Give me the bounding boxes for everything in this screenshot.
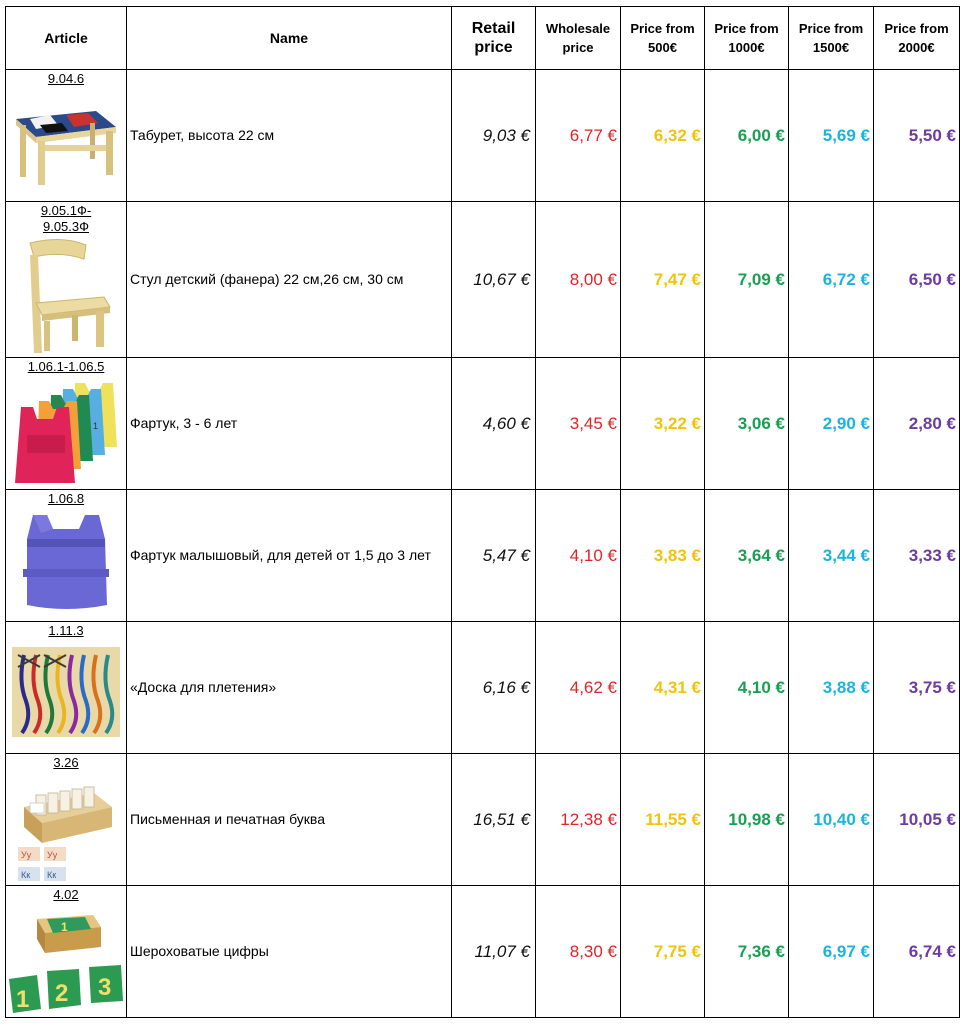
article-code[interactable]: 9.05.1Ф- 9.05.3Ф — [40, 203, 92, 234]
header-row — [6, 7, 960, 70]
table-row — [6, 70, 960, 202]
letter-card-1: Уу — [21, 850, 32, 860]
item-name: Фартук, 3 - 6 лет — [127, 358, 452, 490]
wholesale-price: 6,77 € — [536, 70, 621, 202]
table-row — [6, 622, 960, 754]
article-cell — [6, 622, 127, 754]
header-p1000-line2: 1000€ — [728, 40, 765, 55]
price-from-2000: 6,74 € — [874, 886, 960, 1018]
price-from-2000: 2,80 € — [874, 358, 960, 490]
price-from-1500: 2,90 € — [789, 358, 874, 490]
header-p2000-line1: Price from — [884, 21, 949, 36]
retail-price: 4,60 € — [452, 358, 536, 490]
retail-price: 10,67 € — [452, 202, 536, 358]
article-cell — [6, 754, 127, 886]
article-cell — [6, 70, 127, 202]
header-wholesale-line2: price — [562, 40, 594, 55]
article-cell — [6, 490, 127, 622]
retail-price: 11,07 € — [452, 886, 536, 1018]
header-p1500-line1: Price from — [798, 21, 864, 36]
table-row — [6, 754, 960, 886]
wholesale-price: 8,30 € — [536, 886, 621, 1018]
price-from-1000: 10,98 € — [705, 754, 789, 886]
letter-box-icon — [16, 773, 116, 885]
price-from-500: 7,75 € — [621, 886, 705, 1018]
header-p500-line2: 500€ — [648, 40, 677, 55]
retail-price: 5,47 € — [452, 490, 536, 622]
price-from-1500: 5,69 € — [789, 70, 874, 202]
price-from-1000: 3,06 € — [705, 358, 789, 490]
box-number-card: 1 — [61, 920, 68, 934]
header-price-500 — [621, 7, 705, 70]
table-row — [6, 490, 960, 622]
wholesale-price: 3,45 € — [536, 358, 621, 490]
item-name: Шероховатые цифры — [127, 886, 452, 1018]
article-code[interactable]: 9.04.6 — [47, 71, 85, 86]
table-row — [6, 886, 960, 1018]
number-card-1: 1 — [16, 986, 30, 1013]
price-from-500: 3,83 € — [621, 490, 705, 622]
price-from-2000: 3,75 € — [874, 622, 960, 754]
price-from-1000: 3,64 € — [705, 490, 789, 622]
header-retail-line2: price — [474, 39, 513, 56]
price-from-1000: 6,00 € — [705, 70, 789, 202]
article-code[interactable]: 1.06.8 — [47, 491, 85, 506]
article-code[interactable]: 1.11.3 — [48, 623, 84, 638]
price-from-1500: 10,40 € — [789, 754, 874, 886]
retail-price: 9,03 € — [452, 70, 536, 202]
sandpaper-numbers-icon — [7, 905, 125, 1015]
wholesale-price: 4,10 € — [536, 490, 621, 622]
header-p1500-line2: 1500€ — [812, 40, 850, 55]
article-code[interactable]: 4.02 — [53, 887, 79, 902]
retail-price: 6,16 € — [452, 622, 536, 754]
letter-card-3: Кк — [21, 870, 31, 880]
header-name: Name — [127, 7, 452, 70]
price-from-2000: 10,05 € — [874, 754, 960, 886]
item-name: Фартук малышовый, для детей от 1,5 до 3 лет — [127, 490, 452, 622]
wholesale-price: 12,38 € — [536, 754, 621, 886]
price-from-1500: 6,97 € — [789, 886, 874, 1018]
price-from-2000: 6,50 € — [874, 202, 960, 358]
article-cell — [6, 886, 127, 1018]
price-from-1000: 4,10 € — [705, 622, 789, 754]
chair-icon — [16, 237, 116, 355]
stool-icon — [10, 89, 122, 189]
header-p500-line1: Price from — [630, 21, 695, 36]
price-from-1500: 6,72 € — [789, 202, 874, 358]
header-wholesale-price — [536, 7, 621, 70]
price-from-1000: 7,36 € — [705, 886, 789, 1018]
price-from-2000: 3,33 € — [874, 490, 960, 622]
article-cell — [6, 202, 127, 358]
wholesale-price: 8,00 € — [536, 202, 621, 358]
retail-price: 16,51 € — [452, 754, 536, 886]
item-name: «Доска для плетения» — [127, 622, 452, 754]
number-card-2: 2 — [55, 980, 69, 1007]
price-from-500: 11,55 € — [621, 754, 705, 886]
article-code[interactable]: 1.06.1-1.06.5 — [27, 359, 105, 374]
letter-card-4: Кк — [47, 870, 57, 880]
header-retail-price — [452, 7, 536, 70]
header-article: Article — [6, 7, 127, 70]
article-cell — [6, 358, 127, 490]
letter-card-2: Уу — [47, 850, 58, 860]
price-from-500: 4,31 € — [621, 622, 705, 754]
price-from-1500: 3,88 € — [789, 622, 874, 754]
item-name: Табурет, высота 22 см — [127, 70, 452, 202]
article-code[interactable]: 3.26 — [53, 755, 79, 770]
weaving-board-icon — [10, 641, 122, 741]
header-price-1000 — [705, 7, 789, 70]
price-from-500: 7,47 € — [621, 202, 705, 358]
table-row — [6, 202, 960, 358]
price-from-500: 3,22 € — [621, 358, 705, 490]
apron-size-label: 1 — [93, 421, 99, 431]
price-from-2000: 5,50 € — [874, 70, 960, 202]
item-name: Письменная и печатная буква — [127, 754, 452, 886]
header-price-2000 — [874, 7, 960, 70]
header-p2000-line2: 2000€ — [898, 40, 935, 55]
number-card-3: 3 — [98, 974, 112, 1001]
header-retail-line1: Retail — [471, 20, 516, 37]
wholesale-price: 4,62 € — [536, 622, 621, 754]
price-from-1500: 3,44 € — [789, 490, 874, 622]
table-row — [6, 358, 960, 490]
header-wholesale-line1: Wholesale — [545, 21, 611, 36]
item-name: Стул детский (фанера) 22 см,26 см, 30 см — [127, 202, 452, 358]
price-from-500: 6,32 € — [621, 70, 705, 202]
price-table — [5, 6, 960, 1018]
aprons-icon — [13, 377, 119, 487]
baby-apron-icon — [21, 509, 111, 615]
header-p1000-line1: Price from — [714, 21, 779, 36]
price-from-1000: 7,09 € — [705, 202, 789, 358]
header-price-1500 — [789, 7, 874, 70]
